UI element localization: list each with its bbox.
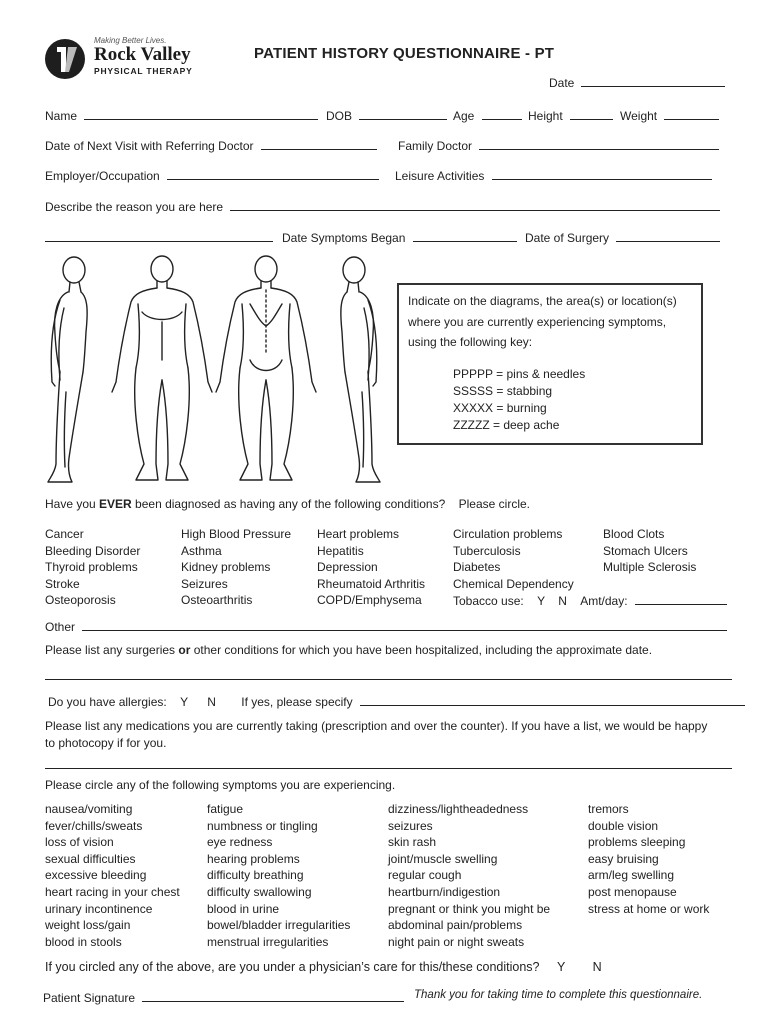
next-visit-field[interactable] xyxy=(45,137,377,153)
allergies-yes[interactable]: Y xyxy=(180,695,188,709)
surgeries-input-line[interactable] xyxy=(45,679,732,680)
condition-item[interactable]: Diabetes xyxy=(453,560,501,575)
leisure-label: Leisure Activities xyxy=(395,169,485,183)
symptom-item[interactable]: difficulty swallowing xyxy=(207,884,312,899)
symptom-item[interactable]: nausea/vomiting xyxy=(45,802,133,816)
symptoms-question: Please circle any of the following symptoms you are experiencing. xyxy=(45,778,396,792)
logo-name: Rock Valley xyxy=(94,44,191,65)
logo xyxy=(44,36,224,82)
condition-item[interactable]: Asthma xyxy=(181,543,222,558)
symptoms-col-3 xyxy=(388,801,550,950)
condition-item[interactable]: Depression xyxy=(317,560,378,575)
condition-item[interactable]: Seizures xyxy=(181,576,228,591)
logo-tagline: Making Better Lives. xyxy=(94,36,167,45)
condition-item[interactable]: Rheumatoid Arthritis xyxy=(317,576,426,591)
conditions-question: Have you EVER been diagnosed as having any of the following conditions? Please circle. xyxy=(45,497,530,511)
medications-question-line2: to photocopy if for you. xyxy=(45,736,167,750)
symptom-item[interactable]: heartburn/indigestion xyxy=(388,884,501,899)
condition-item[interactable]: Cancer xyxy=(45,527,84,541)
please-circle-label: Please circle. xyxy=(458,497,530,511)
condition-item[interactable]: Hepatitis xyxy=(317,543,364,558)
symptoms-began-field[interactable] xyxy=(282,229,517,245)
symptom-item[interactable]: numbness or tingling xyxy=(207,818,318,833)
symptom-item[interactable]: excessive bleeding xyxy=(45,868,147,883)
symptom-item[interactable]: easy bruising xyxy=(588,851,659,866)
symptom-item[interactable]: heart racing in your chest xyxy=(45,884,180,899)
date-label: Date xyxy=(549,76,575,90)
condition-item[interactable]: Osteoporosis xyxy=(45,593,116,608)
symptom-item[interactable]: problems sleeping xyxy=(588,835,686,850)
symptom-item[interactable]: abdominal pain/problems xyxy=(388,918,523,933)
figure-side-left-icon xyxy=(341,257,380,482)
physician-care-yes[interactable]: Y xyxy=(557,960,566,974)
symptom-item[interactable]: tremors xyxy=(588,802,629,816)
condition-item[interactable]: Heart problems xyxy=(317,527,400,541)
surgery-date-label: Date of Surgery xyxy=(525,231,610,245)
condition-item[interactable]: Osteoarthritis xyxy=(181,593,253,608)
key-item-deep-ache: ZZZZZ = deep ache xyxy=(453,418,560,432)
tobacco-amt-label: Amt/day: xyxy=(580,594,628,609)
next-visit-label: Date of Next Visit with Referring Doctor xyxy=(45,139,254,153)
condition-item[interactable]: Blood Clots xyxy=(603,527,665,541)
height-field[interactable] xyxy=(528,107,613,123)
surgeries-question: Please list any surgeries or other conditions for which you have been hospitalized, including the approximate date. xyxy=(45,643,653,657)
symptom-item[interactable]: seizures xyxy=(388,818,433,833)
symptom-item[interactable]: bowel/bladder irregularities xyxy=(207,918,351,933)
age-label: Age xyxy=(453,109,475,123)
name-label: Name xyxy=(45,109,78,123)
symptom-item[interactable]: dizziness/lightheadedness xyxy=(388,802,529,816)
employer-label: Employer/Occupation xyxy=(45,169,160,183)
key-item-pins: PPPPP = pins & needles xyxy=(453,367,586,381)
key-item-burning: XXXXX = burning xyxy=(453,401,547,415)
conditions-col-2 xyxy=(181,526,291,609)
leisure-field[interactable] xyxy=(395,167,712,183)
signature-label: Patient Signature xyxy=(43,991,136,1005)
figure-back-icon xyxy=(216,256,316,480)
page-title: PATIENT HISTORY QUESTIONNAIRE - PT xyxy=(254,45,555,62)
physician-care-no[interactable]: N xyxy=(592,960,602,974)
condition-item[interactable]: COPD/Emphysema xyxy=(317,593,422,608)
dob-label: DOB xyxy=(326,109,353,123)
symptoms-col-2 xyxy=(207,801,350,950)
signature-field[interactable] xyxy=(43,989,404,1005)
symptom-item[interactable]: stress at home or work xyxy=(588,901,710,916)
symptoms-col-4 xyxy=(588,801,709,917)
symptom-item[interactable]: fatigue xyxy=(207,802,244,816)
symptom-item[interactable]: post menopause xyxy=(588,884,677,899)
allergies-no[interactable]: N xyxy=(207,695,216,709)
employer-field[interactable] xyxy=(45,167,379,183)
tobacco-yes[interactable]: Y xyxy=(537,594,545,609)
weight-label: Weight xyxy=(620,109,658,123)
symptom-item[interactable]: urinary incontinence xyxy=(45,901,153,916)
allergies-row xyxy=(48,693,745,709)
symptom-item[interactable]: eye redness xyxy=(207,835,273,850)
key-item-stabbing: SSSSS = stabbing xyxy=(453,384,553,398)
condition-item[interactable]: Circulation problems xyxy=(453,527,563,541)
reason-field[interactable] xyxy=(45,198,720,214)
medications-input-line[interactable] xyxy=(45,768,732,769)
tobacco-label: Tobacco use: xyxy=(453,594,524,609)
condition-item[interactable]: Stomach Ulcers xyxy=(603,543,688,558)
symptoms-col-1 xyxy=(45,801,180,950)
surgery-date-field[interactable] xyxy=(525,229,720,245)
physician-care-label: If you circled any of the above, are you under a physician’s care for this/these conditions? xyxy=(45,960,540,974)
thank-you-note: Thank you for taking time to complete this questionnaire. xyxy=(414,989,703,1001)
symptom-item[interactable]: regular cough xyxy=(388,868,462,883)
allergies-specify-label: If yes, please specify xyxy=(241,695,353,709)
other-field[interactable] xyxy=(45,618,727,634)
logo-sub: PHYSICAL THERAPY xyxy=(94,66,193,76)
symptom-item[interactable]: fever/chills/sweats xyxy=(45,818,143,833)
condition-item[interactable]: High Blood Pressure xyxy=(181,527,292,541)
physician-care-question xyxy=(45,960,602,974)
condition-item[interactable]: Bleeding Disorder xyxy=(45,543,141,558)
figure-side-right-icon xyxy=(48,257,87,482)
symptom-item[interactable]: difficulty breathing xyxy=(207,868,304,883)
condition-item[interactable]: Multiple Sclerosis xyxy=(603,560,697,575)
symptom-item[interactable]: sexual difficulties xyxy=(45,851,136,866)
condition-item[interactable]: Tuberculosis xyxy=(453,543,521,558)
family-doctor-label: Family Doctor xyxy=(398,139,473,153)
family-doctor-field[interactable] xyxy=(398,137,719,153)
symptom-key-box xyxy=(397,283,703,445)
condition-item[interactable]: Thyroid problems xyxy=(45,560,138,575)
figure-front-icon xyxy=(112,256,212,480)
symptom-item[interactable]: blood in stools xyxy=(45,934,122,949)
body-diagram[interactable] xyxy=(38,252,390,488)
condition-item[interactable]: Stroke xyxy=(45,576,80,591)
tobacco-amt-input[interactable] xyxy=(635,592,727,605)
symptom-item[interactable]: hearing problems xyxy=(207,851,300,866)
name-field[interactable] xyxy=(45,107,318,123)
symptom-item[interactable]: weight loss/gain xyxy=(45,918,131,933)
dob-field[interactable] xyxy=(326,107,447,123)
symptom-item[interactable]: menstrual irregularities xyxy=(207,934,329,949)
date-field[interactable] xyxy=(549,74,725,90)
height-label: Height xyxy=(528,109,563,123)
condition-item[interactable]: Kidney problems xyxy=(181,560,271,575)
symptom-item[interactable]: double vision xyxy=(588,818,659,833)
logo-mark-icon xyxy=(44,38,86,80)
reason-continuation-line[interactable] xyxy=(45,241,273,242)
tobacco-no[interactable]: N xyxy=(558,594,567,609)
symptoms-began-label: Date Symptoms Began xyxy=(282,231,406,245)
medications-question-line1: Please list any medications you are currently taking (prescription and over the counter). If you have a list, we would be happy xyxy=(45,719,708,733)
conditions-col-5 xyxy=(603,526,696,576)
key-instructions: Indicate on the diagrams, the area(s) or location(s) where you are currently experiencing symptoms, using the following key: xyxy=(408,294,677,349)
symptom-item[interactable]: night pain or night sweats xyxy=(388,934,525,949)
symptom-item[interactable]: loss of vision xyxy=(45,835,114,850)
condition-item[interactable]: Chemical Dependency xyxy=(453,576,574,591)
allergies-label: Do you have allergies: xyxy=(48,695,167,709)
conditions-col-1 xyxy=(45,526,140,609)
symptom-item[interactable]: pregnant or think you might be xyxy=(388,901,551,916)
other-label: Other xyxy=(45,620,76,634)
symptom-item[interactable]: skin rash xyxy=(388,835,437,850)
symptom-item[interactable]: joint/muscle swelling xyxy=(388,851,498,866)
age-field[interactable] xyxy=(453,107,522,123)
conditions-col-3 xyxy=(317,526,425,609)
reason-label: Describe the reason you are here xyxy=(45,200,224,214)
symptom-item[interactable]: blood in urine xyxy=(207,901,280,916)
allergies-specify-input[interactable] xyxy=(360,693,745,706)
tobacco-row xyxy=(453,592,727,610)
symptom-item[interactable]: arm/leg swelling xyxy=(588,868,675,883)
weight-field[interactable] xyxy=(620,107,719,123)
